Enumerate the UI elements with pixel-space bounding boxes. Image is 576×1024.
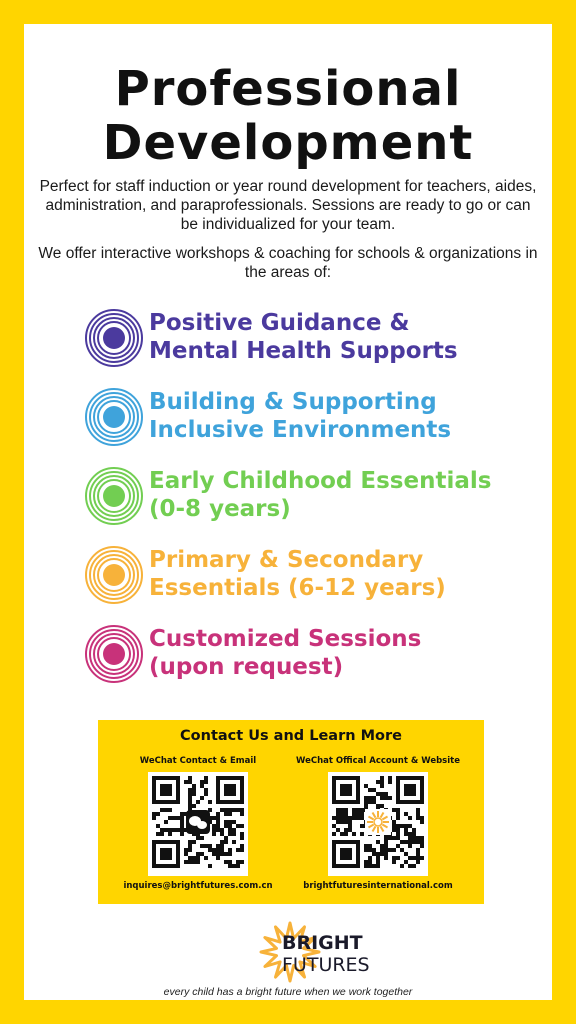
area-item-primary-secondary xyxy=(84,545,544,609)
flyer-card xyxy=(24,24,552,1000)
intro-paragraph: Perfect for staff induction or year round development for teachers, aides, administration, and paraprofessionals. Sessions are ready to go or can be individualized for your team. xyxy=(39,178,537,233)
wechat-contact-heading: WeChat Contact & Email xyxy=(139,756,257,766)
area-label-line-1: Primary & Secondary xyxy=(149,547,424,573)
area-label-line-1: Building & Supporting xyxy=(149,389,437,415)
area-label xyxy=(149,625,549,681)
concentric-circle-icon xyxy=(84,387,144,447)
area-label xyxy=(149,309,549,365)
area-item-inclusive-environments xyxy=(84,387,544,451)
wechat-account-heading: WeChat Offical Account & Website xyxy=(296,756,460,766)
page-title xyxy=(24,62,552,170)
brand-name xyxy=(282,932,370,976)
concentric-circle-icon xyxy=(84,545,144,605)
title-line-1: Professional xyxy=(114,61,462,117)
title-line-2: Development xyxy=(102,115,474,171)
area-item-positive-guidance xyxy=(84,308,544,372)
contact-title: Contact Us and Learn More xyxy=(180,728,402,744)
tagline: every child has a bright future when we work together xyxy=(163,986,413,998)
area-label-line-1: Positive Guidance & xyxy=(149,310,410,336)
brand-word-2: FUTURES xyxy=(282,954,370,976)
concentric-circle-icon xyxy=(84,624,144,684)
intro-areas-text: We offer interactive workshops & coaching for schools & organizations in the areas of: xyxy=(38,245,538,281)
email-link[interactable]: inquires@brightfutures.com.cn xyxy=(123,881,273,891)
contact-box xyxy=(98,720,484,904)
area-label-line-2: (0-8 years) xyxy=(149,496,291,522)
area-label-line-2: Mental Health Supports xyxy=(149,338,458,364)
concentric-circle-icon xyxy=(84,308,144,368)
concentric-circle-icon xyxy=(84,466,144,526)
brand-word-1: BRIGHT xyxy=(282,932,363,954)
area-label-line-2: Inclusive Environments xyxy=(149,417,452,443)
area-item-early-childhood xyxy=(84,466,544,530)
area-label-line-1: Customized Sessions xyxy=(149,626,422,652)
website-qr-code[interactable] xyxy=(328,772,428,876)
area-item-customized-sessions xyxy=(84,624,544,688)
wechat-qr-code[interactable] xyxy=(148,772,248,876)
website-link[interactable]: brightfuturesinternational.com xyxy=(303,881,453,891)
area-label xyxy=(149,467,549,523)
area-label xyxy=(149,388,549,444)
area-label-line-1: Early Childhood Essentials xyxy=(149,468,492,494)
area-label xyxy=(149,546,549,602)
area-label-line-2: Essentials (6-12 years) xyxy=(149,575,446,601)
area-label-line-2: (upon request) xyxy=(149,654,344,680)
